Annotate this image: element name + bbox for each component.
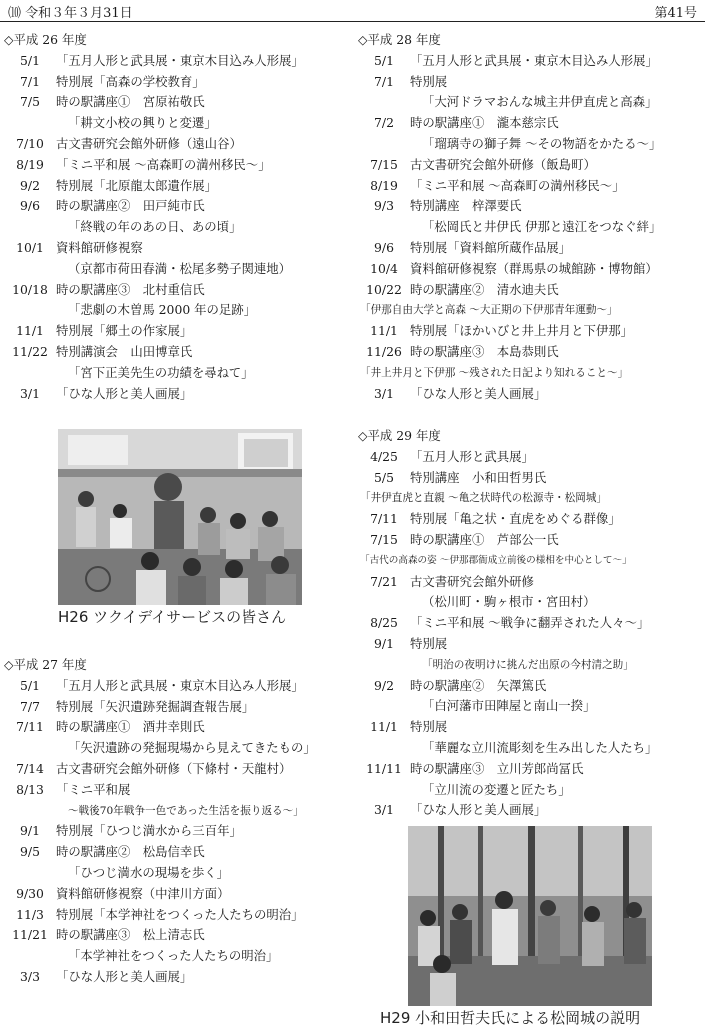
event-text: 特別展「資料館所蔵作品展」 bbox=[410, 239, 572, 255]
event-entry bbox=[4, 196, 344, 217]
event-date: 7/7 bbox=[20, 698, 40, 714]
event-text: 時の駅講座① 宮原祐敬氏 bbox=[56, 94, 205, 110]
event-date: 7/10 bbox=[16, 135, 44, 151]
section-h28 bbox=[358, 30, 703, 404]
event-entry bbox=[358, 72, 703, 93]
event-entry bbox=[4, 905, 344, 926]
event-detail: 「明治の夜明けに挑んだ出原の今村清之助」 bbox=[422, 658, 634, 671]
event-detail: 「井上井月と下伊那 ～残された日記より知れること～」 bbox=[360, 366, 629, 379]
photo-matsuoka-castle-caption: H29 小和田哲夫氏による松岡城の説明 bbox=[380, 1009, 641, 1027]
event-date: 11/22 bbox=[12, 343, 48, 359]
event-entry bbox=[358, 530, 703, 551]
event-entry bbox=[358, 342, 703, 363]
event-date: 9/30 bbox=[16, 885, 44, 901]
issue-number: 第41号 bbox=[654, 6, 697, 21]
issue-date: ⑽ 令和３年３月31日 bbox=[8, 6, 133, 21]
event-date: 10/1 bbox=[16, 239, 44, 255]
event-entry bbox=[4, 780, 344, 801]
section-title: ◇平成 27 年度 bbox=[4, 657, 87, 672]
event-date: 7/11 bbox=[16, 719, 44, 735]
photo-day-service-image bbox=[58, 429, 302, 605]
event-entry bbox=[358, 717, 703, 738]
event-date: 7/1 bbox=[374, 73, 394, 89]
event-date: 7/21 bbox=[370, 573, 398, 589]
event-date: 7/1 bbox=[20, 73, 40, 89]
event-entry bbox=[358, 176, 703, 197]
event-date: 9/1 bbox=[374, 635, 394, 651]
event-date: 9/3 bbox=[374, 198, 394, 214]
event-entry bbox=[4, 134, 344, 155]
event-text: 「ひな人形と美人画展」 bbox=[410, 802, 547, 818]
photo-matsuoka-castle bbox=[408, 826, 652, 1006]
event-entry bbox=[4, 967, 344, 988]
event-text: 特別展「亀之状・直虎をめぐる群像」 bbox=[410, 511, 621, 527]
event-text: 古文書研究会館外研修（遠山谷） bbox=[56, 135, 242, 151]
event-date: 3/1 bbox=[374, 385, 394, 401]
event-entry bbox=[4, 842, 344, 863]
event-detail: 「古代の高森の姿 ～伊那郡衙成立前後の様相を中心として～」 bbox=[360, 554, 632, 566]
event-date: 5/1 bbox=[20, 677, 40, 693]
event-text: 「ひな人形と美人画展」 bbox=[56, 968, 193, 984]
event-entry bbox=[4, 717, 344, 738]
event-detail: 「耕文小校の興りと変遷」 bbox=[68, 115, 217, 131]
event-entry bbox=[358, 759, 703, 780]
event-text: 時の駅講座③ 北村重信氏 bbox=[56, 281, 205, 297]
event-text: 「五月人形と武具展・東京木目込み人形展」 bbox=[56, 52, 304, 68]
event-date: 9/5 bbox=[20, 844, 40, 860]
event-text: 時の駅講座③ 本島恭則氏 bbox=[410, 343, 559, 359]
event-entry bbox=[358, 676, 703, 697]
event-date: 11/26 bbox=[366, 343, 402, 359]
event-entry bbox=[4, 72, 344, 93]
event-detail: 「大河ドラマおんな城主井伊直虎と高森」 bbox=[422, 94, 658, 110]
event-text: 特別展「ほかいびと井上井月と下伊那」 bbox=[410, 323, 634, 339]
event-text: 時の駅講座③ 松上清志氏 bbox=[56, 927, 205, 943]
event-entry bbox=[4, 384, 344, 405]
event-entry bbox=[4, 676, 344, 697]
event-date: 3/1 bbox=[374, 802, 394, 818]
event-entry bbox=[358, 572, 703, 593]
event-entry bbox=[358, 155, 703, 176]
event-date: 11/1 bbox=[16, 323, 44, 339]
event-date: 5/1 bbox=[20, 52, 40, 68]
event-date: 7/11 bbox=[370, 511, 398, 527]
section-title: ◇平成 29 年度 bbox=[358, 428, 441, 443]
event-text: 「ミニ平和展 bbox=[56, 781, 131, 797]
event-detail: ～戦後70年戦争一色であった生活を振り返る～」 bbox=[68, 804, 304, 817]
event-date: 7/5 bbox=[20, 94, 40, 110]
event-entry bbox=[358, 259, 703, 280]
event-date: 3/3 bbox=[20, 968, 40, 984]
event-date: 10/4 bbox=[370, 260, 398, 276]
event-text: 特別講演会 山田博章氏 bbox=[56, 343, 193, 359]
event-date: 9/2 bbox=[374, 677, 394, 693]
event-text: 「ミニ平和展 ～戦争に翻弄された人々～」 bbox=[410, 615, 650, 631]
event-date: 8/13 bbox=[16, 781, 44, 797]
event-entry bbox=[4, 342, 344, 363]
photo-day-service-caption: H26 ツクイデイサービスの皆さん bbox=[58, 608, 287, 626]
event-date: 7/15 bbox=[370, 156, 398, 172]
event-detail: 「終戦の年のあの日、あの頃」 bbox=[68, 219, 242, 235]
event-date: 8/19 bbox=[370, 177, 398, 193]
event-text: 特別展「ひつじ満水から三百年」 bbox=[56, 823, 242, 839]
event-text: 「五月人形と武具展・東京木目込み人形展」 bbox=[410, 52, 658, 68]
event-detail: 「瑠璃寺の獅子舞 ～その物語をかたる～」 bbox=[422, 135, 662, 151]
event-date: 10/18 bbox=[12, 281, 48, 297]
event-entry bbox=[4, 92, 344, 113]
event-entry bbox=[4, 155, 344, 176]
event-entry bbox=[358, 196, 703, 217]
event-text: 特別展 bbox=[410, 719, 448, 735]
event-detail: 「立川流の変遷と匠たち」 bbox=[422, 781, 571, 797]
event-detail: 「ひつじ満水の現場を歩く」 bbox=[68, 864, 230, 880]
event-entry bbox=[358, 51, 703, 72]
event-date: 4/25 bbox=[370, 448, 398, 464]
event-text: 資料館研修視察（群馬県の城館跡・博物館） bbox=[410, 260, 658, 276]
event-entry bbox=[358, 468, 703, 489]
event-date: 10/22 bbox=[366, 281, 402, 297]
event-date: 7/15 bbox=[370, 531, 398, 547]
event-date: 9/6 bbox=[374, 239, 394, 255]
event-entry bbox=[358, 634, 703, 655]
event-detail: （京都市荷田春満・松尾多勢子関連地） bbox=[68, 260, 292, 276]
event-text: 「五月人形と武具展」 bbox=[410, 448, 534, 464]
event-text: 時の駅講座② 清水迪夫氏 bbox=[410, 281, 559, 297]
event-text: 資料館研修視察（中津川方面） bbox=[56, 885, 230, 901]
event-text: 特別展「北原龍太郎遺作展」 bbox=[56, 177, 218, 193]
event-entry bbox=[4, 238, 344, 259]
event-entry bbox=[358, 113, 703, 134]
event-text: 特別展 bbox=[410, 635, 448, 651]
photo-day-service bbox=[58, 429, 302, 605]
event-date: 11/1 bbox=[370, 323, 398, 339]
event-detail: 「松岡氏と井伊氏 伊那と遠江をつなぐ絆」 bbox=[422, 219, 662, 235]
event-text: 特別展「本学神社をつくった人たちの明治」 bbox=[56, 906, 304, 922]
event-detail: 「矢沢遺跡の発掘現場から見えてきたもの」 bbox=[68, 740, 316, 756]
section-title: ◇平成 28 年度 bbox=[358, 32, 441, 47]
section-h29 bbox=[358, 426, 703, 821]
event-text: 特別展「高森の学校教育」 bbox=[56, 73, 205, 89]
event-detail: 「伊那自由大学と高森 ～大正期の下伊那青年運動～」 bbox=[360, 304, 618, 317]
event-entry bbox=[4, 821, 344, 842]
event-detail: 「本学神社をつくった人たちの明治」 bbox=[68, 948, 279, 964]
header-rule bbox=[0, 21, 705, 22]
event-text: 特別講座 梓澤要氏 bbox=[410, 198, 522, 214]
event-text: 古文書研究会館外研修（下條村・天龍村） bbox=[56, 760, 292, 776]
photo-matsuoka-castle-image bbox=[408, 826, 652, 1006]
event-entry bbox=[358, 447, 703, 468]
event-entry bbox=[4, 884, 344, 905]
section-h26 bbox=[4, 30, 344, 404]
event-text: 時の駅講座① 瀧本慈宗氏 bbox=[410, 115, 559, 131]
event-text: 時の駅講座③ 立川芳郎尚冨氏 bbox=[410, 760, 584, 776]
event-entry bbox=[358, 613, 703, 634]
event-entry bbox=[4, 280, 344, 301]
event-date: 11/11 bbox=[366, 760, 402, 776]
event-text: 時の駅講座② 松島信幸氏 bbox=[56, 844, 205, 860]
event-date: 3/1 bbox=[20, 385, 40, 401]
event-date: 8/19 bbox=[16, 156, 44, 172]
event-text: 「ひな人形と美人画展」 bbox=[410, 385, 547, 401]
event-text: 古文書研究会館外研修（飯島町） bbox=[410, 156, 596, 172]
event-date: 9/6 bbox=[20, 198, 40, 214]
event-text: 「五月人形と武具展・東京木目込み人形展」 bbox=[56, 677, 304, 693]
event-text: 特別展 bbox=[410, 73, 448, 89]
event-date: 11/3 bbox=[16, 906, 44, 922]
event-text: 時の駅講座① 芦部公一氏 bbox=[410, 531, 559, 547]
section-title: ◇平成 26 年度 bbox=[4, 32, 87, 47]
event-text: 「ミニ平和展 ～高森町の満州移民～」 bbox=[410, 177, 625, 193]
event-detail: 「宮下正美先生の功績を尋ねて」 bbox=[68, 364, 254, 380]
event-date: 9/1 bbox=[20, 823, 40, 839]
event-detail: （松川町・駒ヶ根市・宮田村） bbox=[422, 594, 596, 610]
section-h27 bbox=[4, 655, 344, 988]
event-entry bbox=[358, 384, 703, 405]
event-detail: 「悲劇の木曽馬 2000 年の足跡」 bbox=[68, 302, 257, 318]
event-entry bbox=[4, 51, 344, 72]
event-text: 時の駅講座② 矢澤篤氏 bbox=[410, 677, 547, 693]
event-text: 時の駅講座① 酒井幸則氏 bbox=[56, 719, 205, 735]
event-entry bbox=[358, 800, 703, 821]
event-date: 11/21 bbox=[12, 927, 48, 943]
page-header bbox=[0, 0, 705, 22]
event-entry bbox=[358, 509, 703, 530]
event-text: 特別展「矢沢遺跡発掘調査報告展」 bbox=[56, 698, 255, 714]
event-date: 7/14 bbox=[16, 760, 44, 776]
event-date: 9/2 bbox=[20, 177, 40, 193]
event-entry bbox=[4, 176, 344, 197]
event-text: 古文書研究会館外研修 bbox=[410, 573, 534, 589]
event-entry bbox=[4, 925, 344, 946]
event-text: 資料館研修視察 bbox=[56, 239, 143, 255]
event-entry bbox=[4, 697, 344, 718]
event-date: 8/25 bbox=[370, 615, 398, 631]
event-entry bbox=[358, 321, 703, 342]
event-text: 「ひな人形と美人画展」 bbox=[56, 385, 193, 401]
event-date: 7/2 bbox=[374, 115, 394, 131]
event-entry bbox=[358, 280, 703, 301]
event-entry bbox=[4, 321, 344, 342]
event-text: 特別展「郷土の作家展」 bbox=[56, 323, 193, 339]
event-date: 11/1 bbox=[370, 719, 398, 735]
event-detail: 「白河藩市田陣屋と南山一揆」 bbox=[422, 698, 596, 714]
event-date: 5/5 bbox=[374, 469, 394, 485]
event-entry bbox=[358, 238, 703, 259]
event-text: 「ミニ平和展 ～高森町の満州移民～」 bbox=[56, 156, 271, 172]
event-detail: 「華麗な立川流彫刻を生み出した人たち」 bbox=[422, 739, 658, 755]
event-text: 特別講座 小和田哲男氏 bbox=[410, 469, 547, 485]
event-detail: 「井伊直虎と直親 ～亀之状時代の松源寺・松岡城」 bbox=[360, 492, 608, 505]
event-text: 時の駅講座② 田戸純市氏 bbox=[56, 198, 205, 214]
event-entry bbox=[4, 759, 344, 780]
event-date: 5/1 bbox=[374, 52, 394, 68]
